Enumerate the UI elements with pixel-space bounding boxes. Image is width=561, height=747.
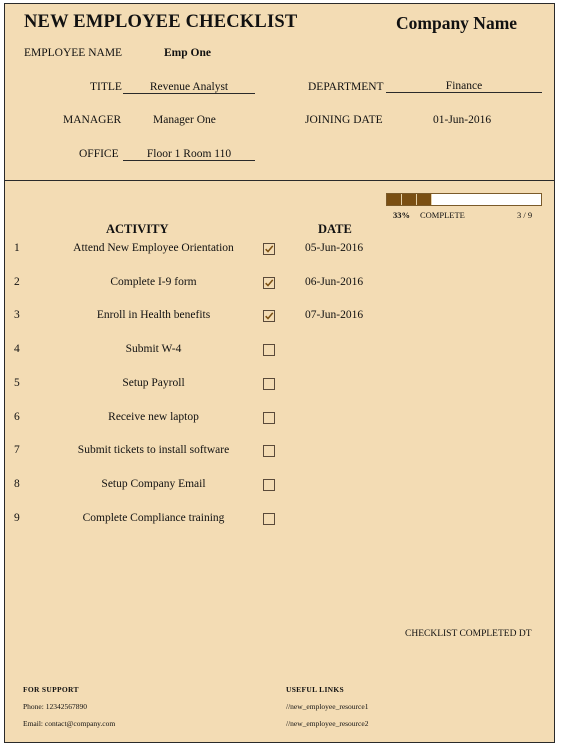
progress-complete-label: COMPLETE (420, 210, 465, 220)
item-checkbox[interactable] (263, 378, 275, 390)
title-value: Revenue Analyst (123, 81, 255, 94)
item-number: 8 (14, 477, 20, 490)
department-label: DEPARTMENT (308, 81, 384, 93)
item-date: 06-Jun-2016 (305, 275, 364, 288)
item-task: Receive new laptop (108, 410, 199, 423)
item-number: 1 (14, 242, 20, 254)
date-header: DATE (318, 222, 352, 236)
checklist-completed-label: CHECKLIST COMPLETED DT (405, 629, 532, 639)
support-email: Email: contact@company.com (23, 719, 116, 728)
useful-link-1[interactable]: //new_employee_resource1 (286, 702, 369, 711)
item-task: Submit W-4 (125, 343, 182, 356)
item-task: Setup Company Email (101, 477, 206, 490)
item-number: 3 (14, 309, 20, 322)
item-date: 07-Jun-2016 (305, 309, 364, 322)
item-task: Attend New Employee Orientation (73, 242, 234, 254)
page-title: NEW EMPLOYEE CHECKLIST (24, 12, 298, 32)
item-number: 5 (14, 376, 20, 389)
support-title: FOR SUPPORT (23, 685, 79, 694)
progress-percent: 33% (393, 210, 410, 220)
item-checkbox[interactable] (263, 344, 275, 356)
item-checkbox[interactable] (263, 243, 275, 255)
title-label: TITLE (90, 81, 122, 93)
employee-name-value: Emp One (164, 47, 211, 59)
useful-links-title: USEFUL LINKS (286, 685, 344, 694)
joining-date-label: JOINING DATE (305, 114, 383, 126)
checklist-sheet (4, 3, 555, 743)
item-checkbox[interactable] (263, 412, 275, 424)
joining-date-value: 01-Jun-2016 (433, 114, 492, 126)
manager-label: MANAGER (63, 114, 122, 126)
checkmark-icon (264, 243, 274, 255)
department-value: Finance (386, 80, 542, 93)
progress-segment (387, 194, 402, 205)
item-task: Complete I-9 form (110, 275, 197, 288)
office-label: OFFICE (79, 148, 119, 160)
employee-name-label: EMPLOYEE NAME (24, 47, 123, 59)
item-task: Enroll in Health benefits (96, 309, 211, 322)
checkmark-icon (264, 310, 274, 322)
item-task: Setup Payroll (122, 376, 185, 389)
activity-header: ACTIVITY (106, 222, 169, 236)
item-number: 9 (14, 511, 20, 524)
item-number: 2 (14, 275, 20, 288)
item-number: 7 (14, 444, 20, 457)
office-value: Floor 1 Room 110 (123, 148, 255, 161)
manager-value: Manager One (153, 114, 216, 126)
item-task: Complete Compliance training (82, 511, 225, 524)
item-task: Submit tickets to install software (77, 444, 230, 457)
item-checkbox[interactable] (263, 479, 275, 491)
progress-segment (417, 194, 432, 205)
useful-link-2[interactable]: //new_employee_resource2 (286, 719, 369, 728)
item-number: 4 (14, 343, 20, 356)
support-phone: Phone: 12342567890 (23, 702, 87, 711)
item-checkbox[interactable] (263, 513, 275, 525)
progress-bar (386, 193, 542, 206)
company-name: Company Name (396, 13, 518, 33)
item-checkbox[interactable] (263, 310, 275, 322)
item-number: 6 (14, 410, 20, 423)
item-date: 05-Jun-2016 (305, 242, 364, 254)
section-divider (5, 180, 554, 181)
checkmark-icon (264, 277, 274, 289)
item-checkbox[interactable] (263, 277, 275, 289)
progress-segment (402, 194, 417, 205)
progress-count: 3 / 9 (517, 210, 533, 220)
item-checkbox[interactable] (263, 445, 275, 457)
